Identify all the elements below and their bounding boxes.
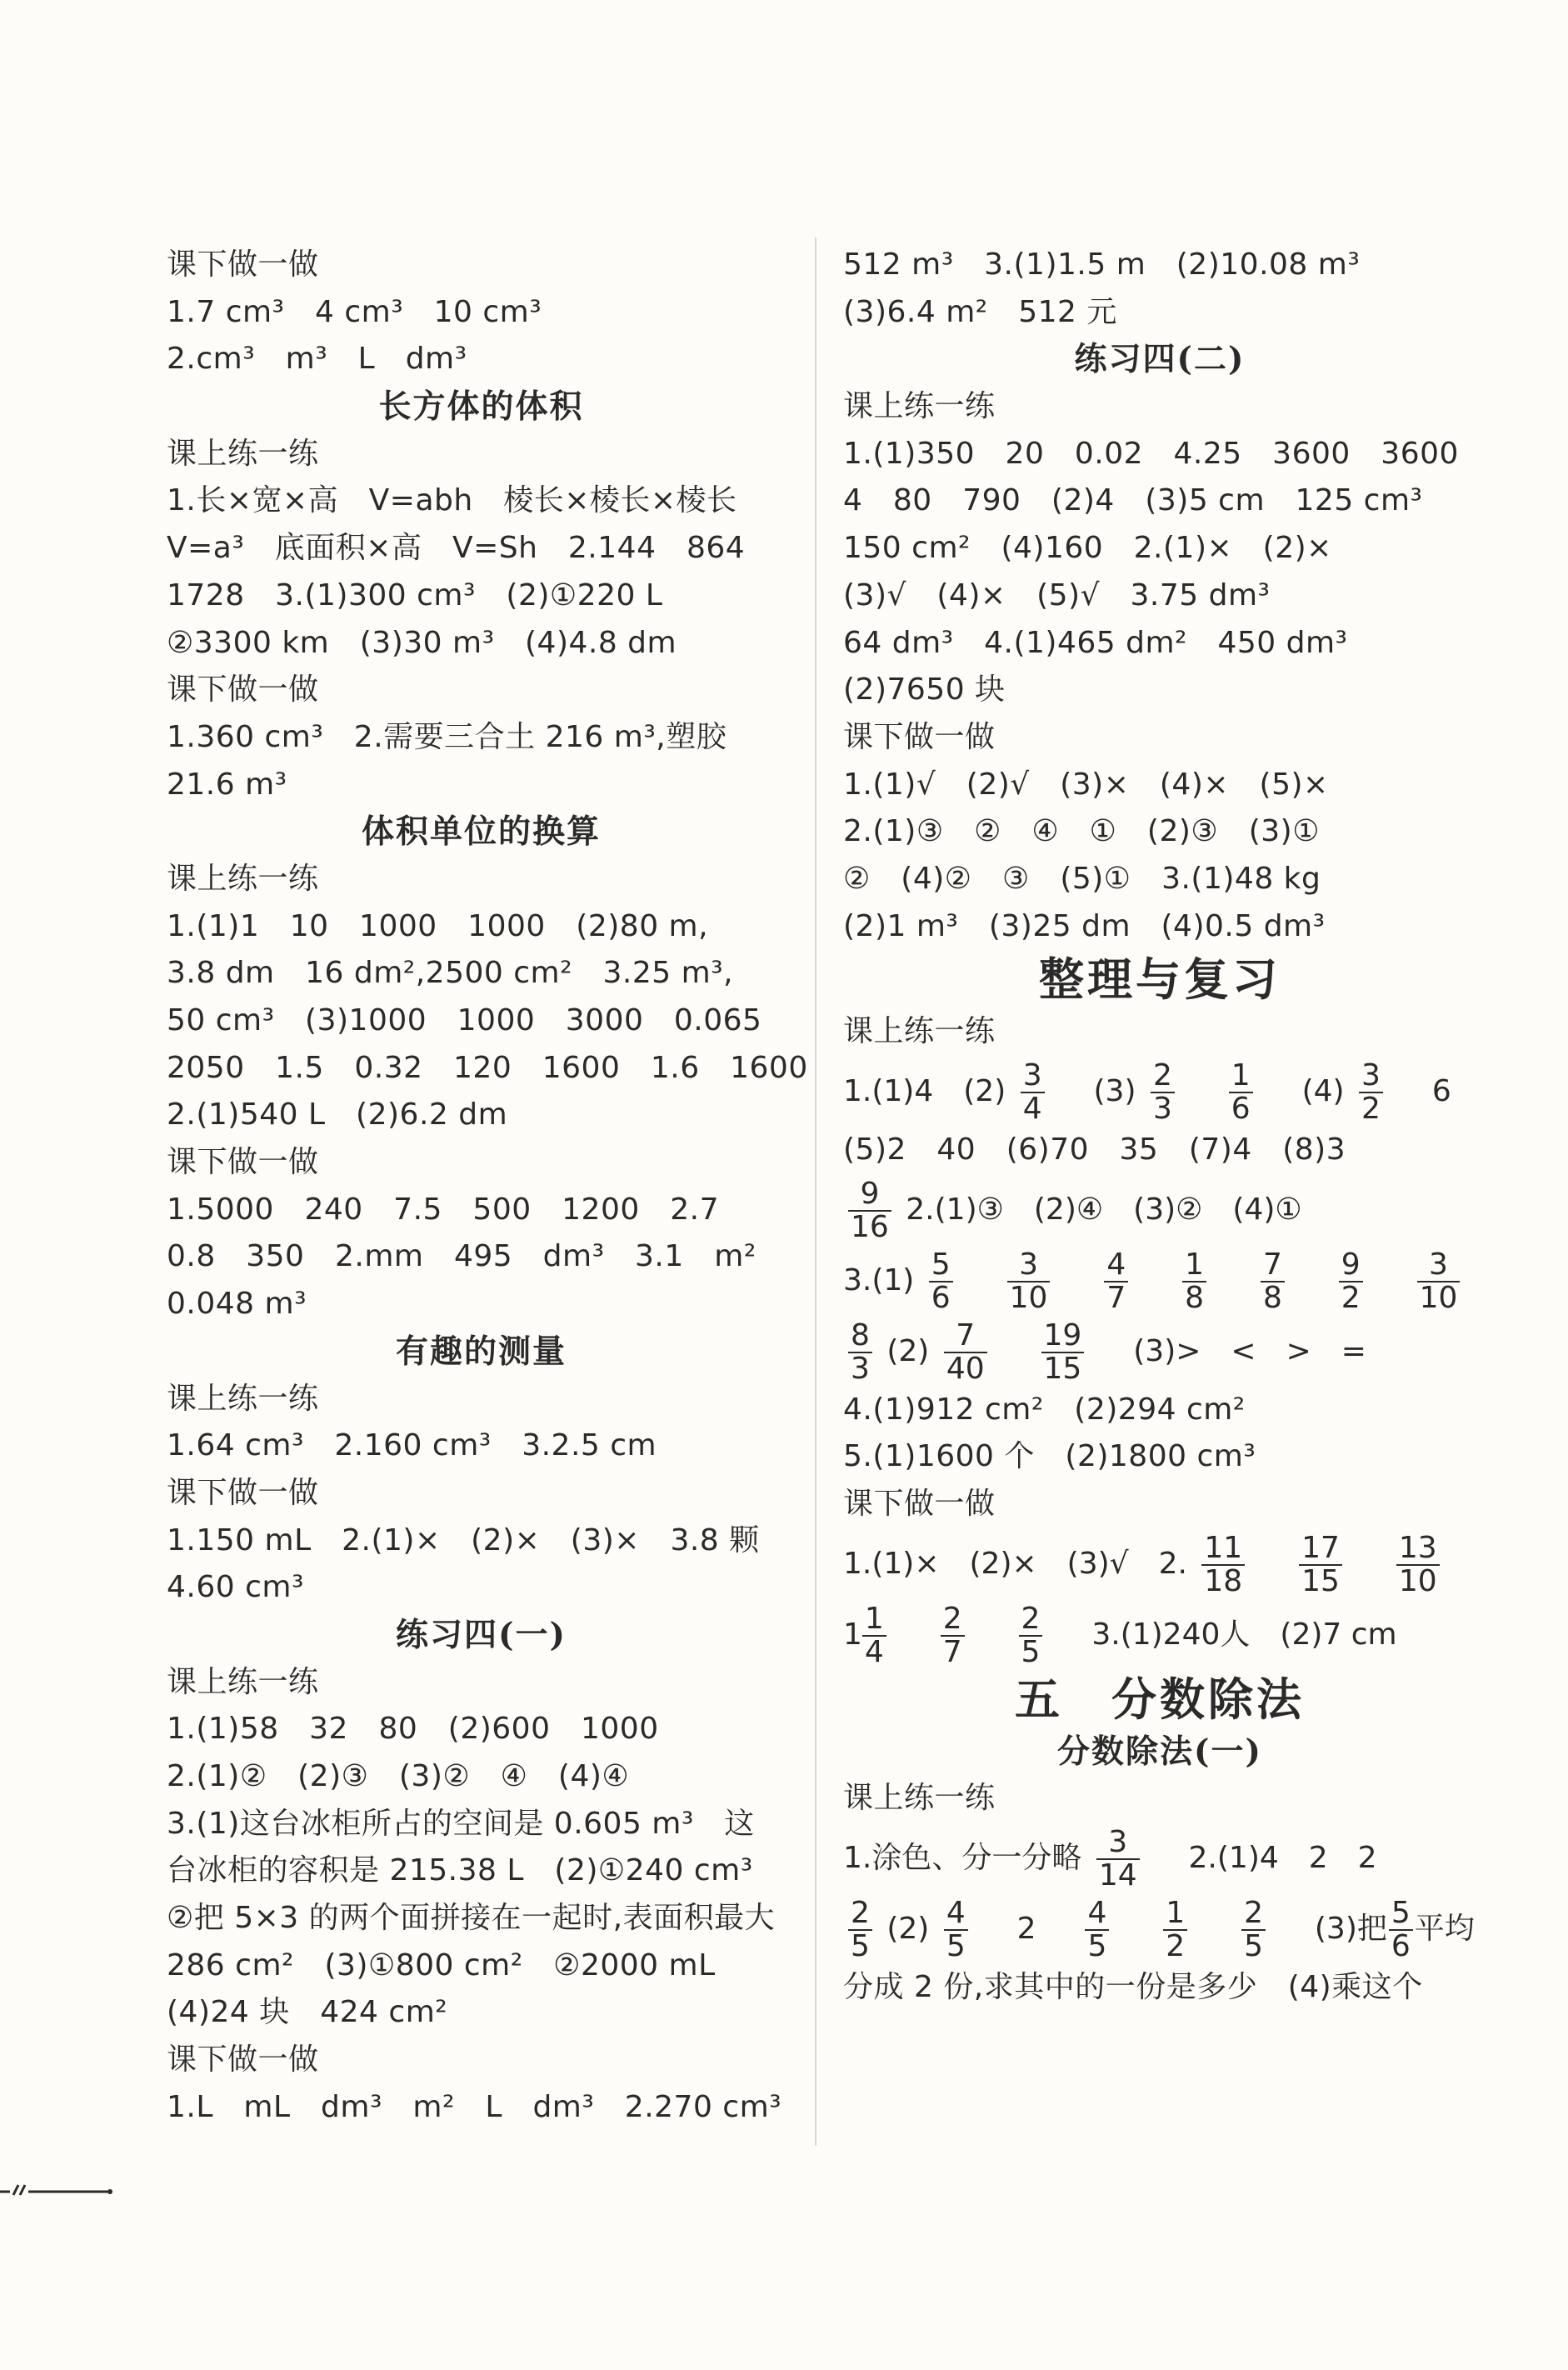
denominator: 4 (864, 1634, 884, 1669)
denominator: 2 (1361, 1092, 1381, 1126)
fraction (1241, 1898, 1266, 1962)
answer-line: ② (4)② ③ (5)① 3.(1)48 kg (843, 861, 1321, 896)
subheading: 课上练一练 (843, 1781, 996, 1816)
fraction (1019, 1603, 1043, 1668)
fraction (862, 1603, 886, 1668)
subheading: 课上练一练 (843, 389, 996, 424)
denominator: 3 (851, 1351, 870, 1386)
fraction (1389, 1898, 1413, 1962)
fraction-answer-line (843, 1316, 1476, 1387)
answer-line: 1.150 mL 2.(1)× (2)× (3)× 3.8 颗 (167, 1522, 760, 1558)
section-title: 有趣的测量 (395, 1332, 567, 1371)
answer-line: 3.(1)这台冰柜所占的空间是 0.605 m³ 这 (167, 1806, 755, 1841)
numerator: 4 (1104, 1249, 1128, 1282)
subheading: 课上练一练 (167, 1664, 319, 1699)
subheading: 课下做一做 (167, 1145, 319, 1180)
section-title: 体积单位的换算 (361, 812, 601, 852)
answer-line: 50 cm³ (3)1000 1000 3000 0.065 (167, 1003, 762, 1038)
column-divider (815, 238, 816, 2146)
mixed-whole: 1 (843, 1617, 862, 1652)
answer-line: 台冰柜的容积是 215.38 L (2)①240 cm³ (167, 1853, 753, 1888)
fraction (1007, 1249, 1051, 1314)
answer-line: 1.长×宽×高 V=abh 棱长×棱长×棱长 (167, 483, 737, 518)
denominator: 2 (1166, 1929, 1186, 1964)
denominator: 10 (1009, 1280, 1048, 1315)
numerator: 1 (1182, 1249, 1206, 1282)
subheading: 课下做一做 (843, 719, 996, 754)
answer-line: 5.(1)1600 个 (2)1800 cm³ (843, 1439, 1256, 1474)
answer-line: 3.8 dm 16 dm²,2500 cm² 3.25 m³, (167, 956, 734, 991)
answer-line: V=a³ 底面积×高 V=Sh 2.144 864 (167, 531, 746, 566)
fraction (1229, 1060, 1253, 1125)
answer-text: 3.(1) (843, 1262, 915, 1298)
answer-text: (3) (1093, 1074, 1136, 1108)
answer-line: 4.(1)912 cm² (2)294 cm² (843, 1392, 1246, 1427)
denominator: 2 (1341, 1280, 1361, 1315)
denominator: 4 (1022, 1092, 1042, 1126)
fraction (848, 1320, 872, 1385)
numerator: 2 (1151, 1060, 1175, 1093)
subheading: 课下做一做 (167, 2042, 319, 2078)
fraction-answer-line (843, 1245, 1476, 1316)
denominator: 18 (1204, 1563, 1243, 1598)
numerator: 7 (944, 1320, 987, 1353)
answer-text: 1.(1)4 (2) (843, 1074, 1006, 1108)
numerator: 8 (848, 1320, 872, 1353)
numerator: 2 (1019, 1603, 1043, 1637)
numerator: 3 (1417, 1249, 1461, 1282)
fraction (1339, 1249, 1363, 1314)
numerator: 4 (944, 1898, 968, 1931)
denominator: 10 (1398, 1563, 1437, 1598)
answer-line: (3)√ (4)× (5)√ 3.75 dm³ (843, 578, 1271, 612)
fraction-answer-line (843, 1893, 1476, 1964)
fraction (1021, 1060, 1045, 1125)
denominator: 5 (1244, 1929, 1263, 1964)
denominator: 7 (942, 1634, 962, 1669)
denominator: 3 (1152, 1092, 1172, 1126)
numerator: 9 (848, 1178, 891, 1212)
numerator: 1 (1163, 1898, 1187, 1931)
answer-line: 64 dm³ 4.(1)465 dm² 450 dm³ (843, 625, 1348, 660)
answer-text: (3)把 (1314, 1912, 1387, 1947)
numerator: 2 (848, 1898, 872, 1931)
answer-line: 1.(1)58 32 80 (2)600 1000 (167, 1712, 659, 1747)
fraction (944, 1898, 968, 1962)
fraction (1163, 1898, 1187, 1962)
answer-line: 2050 1.5 0.32 120 1600 1.6 1600 (167, 1050, 808, 1085)
fraction (1201, 1532, 1245, 1598)
section-title: 分数除法(一) (1057, 1732, 1262, 1771)
fraction (944, 1320, 987, 1385)
denominator: 8 (1185, 1280, 1205, 1315)
numerator: 2 (1241, 1898, 1266, 1931)
fraction (1151, 1060, 1175, 1125)
fraction (1041, 1320, 1085, 1385)
answer-line: 1.64 cm³ 2.160 cm³ 3.2.5 cm (167, 1428, 657, 1463)
answer-line: 286 cm² (3)①800 cm² ②2000 mL (167, 1948, 716, 1982)
chapter-title: 五 分数除法 (1015, 1672, 1305, 1726)
numerator: 5 (929, 1249, 953, 1282)
denominator: 40 (946, 1351, 985, 1386)
answer-text: 平均 (1414, 1912, 1475, 1947)
fraction (1359, 1060, 1383, 1125)
answer-line: 4 80 790 (2)4 (3)5 cm 125 cm³ (843, 483, 1423, 518)
answer-text: (2) (886, 1912, 930, 1947)
right-column (843, 242, 1476, 2012)
denominator: 6 (931, 1280, 951, 1315)
answer-line: 分成 2 份,求其中的一份是多少 (4)乘这个 (843, 1970, 1423, 2005)
numerator: 3 (1359, 1060, 1383, 1093)
numerator: 9 (1339, 1249, 1363, 1282)
answer-line: 21.6 m³ (167, 767, 287, 802)
answer-line: (2)1 m³ (3)25 dm (4)0.5 dm³ (843, 908, 1326, 943)
left-column (167, 242, 808, 2132)
numerator: 17 (1299, 1532, 1342, 1566)
answer-text: (2) (886, 1333, 930, 1368)
numerator: 2 (941, 1603, 965, 1637)
fraction (1261, 1249, 1285, 1314)
section-title: 长方体的体积 (378, 388, 584, 427)
answer-line: 1.(1)350 20 0.02 4.25 3600 3600 (843, 436, 1459, 471)
denominator: 7 (1106, 1280, 1126, 1315)
denominator: 6 (1391, 1929, 1411, 1964)
section-title: 练习四(一) (396, 1615, 567, 1654)
subheading: 课下做一做 (843, 1487, 996, 1522)
numerator: 1 (862, 1603, 886, 1637)
numerator: 1 (1229, 1060, 1253, 1093)
fraction (848, 1178, 891, 1243)
answer-line: 2.(1)③ ② ④ ① (2)③ (3)① (843, 814, 1320, 849)
answer-text: 1.(1)× (2)× (3)√ 2. (843, 1546, 1187, 1581)
page-corner-ornament (0, 2182, 117, 2198)
subheading: 课下做一做 (167, 248, 319, 282)
answer-text: 3.(1)240人 (2)7 cm (1091, 1617, 1397, 1652)
numerator: 3 (1096, 1827, 1140, 1860)
denominator: 5 (946, 1929, 966, 1964)
denominator: 14 (1098, 1858, 1137, 1893)
denominator: 5 (1021, 1634, 1041, 1669)
answer-text: 2.(1)③ (2)④ (3)② (4)① (906, 1192, 1302, 1227)
subheading: 课上练一练 (167, 436, 319, 471)
fraction (1104, 1249, 1128, 1314)
answer-text: 6 (1431, 1074, 1451, 1108)
chapter-section-title: 整理与复习 (1039, 952, 1281, 1007)
subheading: 课下做一做 (167, 672, 319, 708)
answer-line: 512 m³ 3.(1)1.5 m (2)10.08 m³ (843, 248, 1361, 282)
denominator: 16 (851, 1209, 889, 1244)
numerator: 13 (1396, 1532, 1440, 1566)
fraction-answer-line (843, 1056, 1476, 1127)
denominator: 15 (1301, 1563, 1340, 1598)
numerator: 7 (1261, 1249, 1285, 1282)
answer-line: 1.5000 240 7.5 500 1200 2.7 (167, 1192, 720, 1227)
numerator: 4 (1085, 1898, 1109, 1931)
answer-line: 1.360 cm³ 2.需要三合土 216 m³,塑胶 (167, 719, 727, 754)
subheading: 课上练一练 (167, 861, 319, 896)
fraction (1182, 1249, 1206, 1314)
numerator: 11 (1201, 1532, 1245, 1566)
fraction (941, 1603, 965, 1668)
numerator: 5 (1389, 1898, 1413, 1931)
denominator: 10 (1419, 1280, 1458, 1315)
answer-line: 2.(1)② (2)③ (3)② ④ (4)④ (167, 1759, 630, 1793)
answer-line: ②3300 km (3)30 m³ (4)4.8 dm (167, 625, 677, 660)
answer-line: ②把 5×3 的两个面拼接在一起时,表面积最大 (167, 1901, 776, 1936)
answer-line: 2.(1)540 L (2)6.2 dm (167, 1098, 508, 1132)
answer-text: (3)> < > = (1133, 1333, 1366, 1368)
subheading: 课下做一做 (167, 1475, 319, 1510)
fraction-answer-line (843, 1599, 1476, 1670)
answer-text: 2 (1016, 1912, 1036, 1947)
answer-line: 1728 3.(1)300 cm³ (2)①220 L (167, 578, 663, 612)
numerator: 19 (1041, 1320, 1085, 1353)
fraction-answer-line (843, 1528, 1476, 1599)
answer-line: 0.048 m³ (167, 1287, 307, 1322)
section-title: 练习四(二) (1074, 340, 1246, 379)
denominator: 8 (1262, 1280, 1282, 1315)
subheading: 课上练一练 (843, 1014, 996, 1049)
answer-line: (4)24 块 424 cm² (167, 1995, 448, 2030)
numerator: 3 (1021, 1060, 1045, 1093)
denominator: 5 (1087, 1929, 1107, 1964)
answer-line: 1.L mL dm³ m² L dm³ 2.270 cm³ (167, 2089, 782, 2124)
answer-line: 0.8 350 2.mm 495 dm³ 3.1 m² (167, 1239, 757, 1274)
answer-text: (4) (1301, 1074, 1345, 1108)
denominator: 5 (851, 1929, 870, 1964)
subheading: 课上练一练 (167, 1381, 319, 1416)
answer-line: (5)2 40 (6)70 35 (7)4 (8)3 (843, 1132, 1346, 1167)
answer-line: 1.(1)√ (2)√ (3)× (4)× (5)× (843, 767, 1329, 802)
denominator: 15 (1043, 1351, 1082, 1386)
answer-text: 1.涂色、分一分略 (843, 1841, 1082, 1876)
answer-line: 1.(1)1 10 1000 1000 (2)80 m, (167, 908, 709, 943)
fraction (1396, 1532, 1440, 1598)
answer-text: 2.(1)4 2 2 (1188, 1841, 1377, 1876)
fraction (1085, 1898, 1109, 1962)
answer-line: 4.60 cm³ (167, 1570, 304, 1605)
fraction (848, 1898, 872, 1962)
fraction-answer-line (843, 1822, 1476, 1893)
fraction (929, 1249, 953, 1314)
fraction (1096, 1827, 1140, 1892)
fraction-answer-line (843, 1174, 1476, 1245)
numerator: 3 (1007, 1249, 1051, 1282)
answer-line: (2)7650 块 (843, 672, 1006, 708)
denominator: 6 (1231, 1092, 1251, 1126)
answer-line: 150 cm² (4)160 2.(1)× (2)× (843, 531, 1332, 566)
fraction (1417, 1249, 1461, 1314)
answer-line: 2.cm³ m³ L dm³ (167, 342, 467, 377)
answer-line: 1.7 cm³ 4 cm³ 10 cm³ (167, 294, 542, 329)
fraction (1299, 1532, 1342, 1598)
answer-line: (3)6.4 m² 512 元 (843, 294, 1117, 329)
